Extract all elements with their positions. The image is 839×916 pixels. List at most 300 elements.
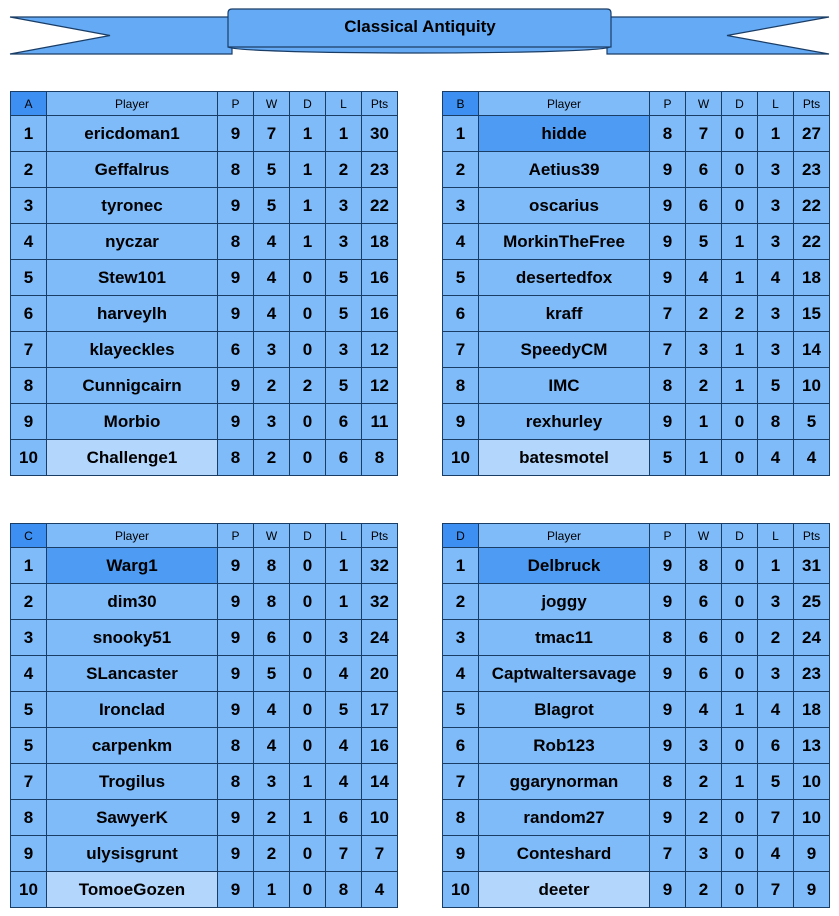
table-row bbox=[11, 656, 398, 692]
column-header-w: W bbox=[686, 92, 722, 116]
player-cell: Stew101 bbox=[47, 260, 218, 296]
column-header-d: D bbox=[290, 524, 326, 548]
column-header-player: Player bbox=[47, 92, 218, 116]
column-header-d: D bbox=[290, 92, 326, 116]
table-row bbox=[11, 800, 398, 836]
played-cell: 8 bbox=[650, 764, 686, 800]
rank-cell: 6 bbox=[443, 728, 479, 764]
won-cell: 4 bbox=[686, 692, 722, 728]
lost-cell: 1 bbox=[758, 116, 794, 152]
drawn-cell: 0 bbox=[722, 800, 758, 836]
played-cell: 8 bbox=[218, 728, 254, 764]
lost-cell: 8 bbox=[326, 872, 362, 908]
drawn-cell: 1 bbox=[290, 152, 326, 188]
played-cell: 9 bbox=[650, 260, 686, 296]
points-cell: 10 bbox=[362, 800, 398, 836]
played-cell: 9 bbox=[218, 800, 254, 836]
drawn-cell: 0 bbox=[722, 872, 758, 908]
group-letter: B bbox=[443, 92, 479, 116]
player-cell: Ironclad bbox=[47, 692, 218, 728]
drawn-cell: 0 bbox=[290, 548, 326, 584]
table-row bbox=[11, 116, 398, 152]
played-cell: 9 bbox=[218, 260, 254, 296]
won-cell: 2 bbox=[254, 368, 290, 404]
played-cell: 9 bbox=[650, 872, 686, 908]
points-cell: 12 bbox=[362, 332, 398, 368]
won-cell: 4 bbox=[254, 692, 290, 728]
played-cell: 9 bbox=[650, 548, 686, 584]
drawn-cell: 0 bbox=[722, 656, 758, 692]
rank-cell: 7 bbox=[11, 332, 47, 368]
played-cell: 8 bbox=[650, 368, 686, 404]
drawn-cell: 0 bbox=[290, 620, 326, 656]
player-cell: Captwaltersavage bbox=[479, 656, 650, 692]
lost-cell: 5 bbox=[758, 368, 794, 404]
points-cell: 23 bbox=[794, 152, 830, 188]
drawn-cell: 0 bbox=[290, 404, 326, 440]
drawn-cell: 1 bbox=[722, 260, 758, 296]
played-cell: 9 bbox=[218, 368, 254, 404]
table-row bbox=[11, 224, 398, 260]
won-cell: 4 bbox=[254, 728, 290, 764]
rank-cell: 9 bbox=[443, 404, 479, 440]
played-cell: 8 bbox=[218, 440, 254, 476]
won-cell: 5 bbox=[254, 188, 290, 224]
player-cell: Aetius39 bbox=[479, 152, 650, 188]
won-cell: 8 bbox=[686, 548, 722, 584]
won-cell: 3 bbox=[686, 728, 722, 764]
points-cell: 32 bbox=[362, 548, 398, 584]
player-cell: ggarynorman bbox=[479, 764, 650, 800]
lost-cell: 5 bbox=[326, 260, 362, 296]
won-cell: 4 bbox=[254, 224, 290, 260]
table-row bbox=[443, 620, 830, 656]
played-cell: 8 bbox=[218, 224, 254, 260]
points-cell: 13 bbox=[794, 728, 830, 764]
table-row bbox=[11, 584, 398, 620]
rank-cell: 4 bbox=[443, 224, 479, 260]
points-cell: 18 bbox=[794, 260, 830, 296]
rank-cell: 10 bbox=[11, 872, 47, 908]
drawn-cell: 0 bbox=[722, 548, 758, 584]
table-row bbox=[443, 260, 830, 296]
player-cell: hidde bbox=[479, 116, 650, 152]
player-cell: SawyerK bbox=[47, 800, 218, 836]
table-row bbox=[443, 584, 830, 620]
points-cell: 23 bbox=[362, 152, 398, 188]
won-cell: 6 bbox=[686, 620, 722, 656]
table-row bbox=[443, 404, 830, 440]
points-cell: 12 bbox=[362, 368, 398, 404]
table-row bbox=[443, 548, 830, 584]
player-cell: dim30 bbox=[47, 584, 218, 620]
drawn-cell: 1 bbox=[722, 332, 758, 368]
played-cell: 9 bbox=[218, 620, 254, 656]
drawn-cell: 0 bbox=[290, 728, 326, 764]
lost-cell: 4 bbox=[758, 440, 794, 476]
lost-cell: 7 bbox=[758, 800, 794, 836]
rank-cell: 10 bbox=[443, 872, 479, 908]
points-cell: 8 bbox=[362, 440, 398, 476]
table-row bbox=[11, 404, 398, 440]
lost-cell: 6 bbox=[326, 800, 362, 836]
drawn-cell: 0 bbox=[290, 296, 326, 332]
group-table-d bbox=[442, 523, 830, 908]
player-cell: oscarius bbox=[479, 188, 650, 224]
table-row bbox=[443, 368, 830, 404]
player-cell: Delbruck bbox=[479, 548, 650, 584]
column-header-w: W bbox=[254, 92, 290, 116]
won-cell: 7 bbox=[254, 116, 290, 152]
player-cell: joggy bbox=[479, 584, 650, 620]
rank-cell: 5 bbox=[11, 728, 47, 764]
header-row bbox=[443, 92, 830, 116]
points-cell: 32 bbox=[362, 584, 398, 620]
table-row bbox=[443, 872, 830, 908]
rank-cell: 10 bbox=[443, 440, 479, 476]
rank-cell: 7 bbox=[11, 764, 47, 800]
drawn-cell: 0 bbox=[722, 404, 758, 440]
rank-cell: 3 bbox=[443, 188, 479, 224]
table-row bbox=[11, 368, 398, 404]
lost-cell: 7 bbox=[758, 872, 794, 908]
points-cell: 27 bbox=[794, 116, 830, 152]
rank-cell: 4 bbox=[11, 224, 47, 260]
drawn-cell: 0 bbox=[290, 836, 326, 872]
lost-cell: 4 bbox=[758, 836, 794, 872]
drawn-cell: 0 bbox=[722, 728, 758, 764]
played-cell: 9 bbox=[218, 188, 254, 224]
player-cell: tyronec bbox=[47, 188, 218, 224]
rank-cell: 10 bbox=[11, 440, 47, 476]
won-cell: 5 bbox=[254, 656, 290, 692]
table-row bbox=[11, 548, 398, 584]
drawn-cell: 1 bbox=[722, 764, 758, 800]
drawn-cell: 0 bbox=[722, 152, 758, 188]
won-cell: 1 bbox=[686, 440, 722, 476]
lost-cell: 4 bbox=[326, 764, 362, 800]
played-cell: 9 bbox=[218, 116, 254, 152]
won-cell: 2 bbox=[254, 800, 290, 836]
player-cell: rexhurley bbox=[479, 404, 650, 440]
table-row bbox=[11, 836, 398, 872]
player-cell: deeter bbox=[479, 872, 650, 908]
drawn-cell: 1 bbox=[290, 800, 326, 836]
column-header-p: P bbox=[218, 92, 254, 116]
table-row bbox=[11, 764, 398, 800]
won-cell: 3 bbox=[254, 332, 290, 368]
played-cell: 9 bbox=[650, 404, 686, 440]
rank-cell: 9 bbox=[11, 836, 47, 872]
column-header-d: D bbox=[722, 524, 758, 548]
column-header-player: Player bbox=[479, 92, 650, 116]
won-cell: 5 bbox=[254, 152, 290, 188]
won-cell: 1 bbox=[254, 872, 290, 908]
table-row bbox=[11, 440, 398, 476]
player-cell: Geffalrus bbox=[47, 152, 218, 188]
player-cell: klayeckles bbox=[47, 332, 218, 368]
table-row bbox=[443, 224, 830, 260]
lost-cell: 1 bbox=[326, 116, 362, 152]
player-cell: ulysisgrunt bbox=[47, 836, 218, 872]
lost-cell: 3 bbox=[758, 224, 794, 260]
drawn-cell: 1 bbox=[722, 692, 758, 728]
lost-cell: 4 bbox=[758, 260, 794, 296]
group-letter: A bbox=[11, 92, 47, 116]
drawn-cell: 0 bbox=[290, 584, 326, 620]
lost-cell: 2 bbox=[326, 152, 362, 188]
lost-cell: 3 bbox=[758, 584, 794, 620]
rank-cell: 1 bbox=[443, 548, 479, 584]
played-cell: 5 bbox=[650, 440, 686, 476]
player-cell: random27 bbox=[479, 800, 650, 836]
table-row bbox=[443, 440, 830, 476]
played-cell: 9 bbox=[218, 404, 254, 440]
drawn-cell: 0 bbox=[722, 584, 758, 620]
drawn-cell: 0 bbox=[290, 260, 326, 296]
points-cell: 11 bbox=[362, 404, 398, 440]
table-row bbox=[11, 692, 398, 728]
rank-cell: 1 bbox=[443, 116, 479, 152]
points-cell: 20 bbox=[362, 656, 398, 692]
drawn-cell: 2 bbox=[290, 368, 326, 404]
played-cell: 9 bbox=[218, 584, 254, 620]
lost-cell: 5 bbox=[758, 764, 794, 800]
rank-cell: 8 bbox=[11, 800, 47, 836]
points-cell: 18 bbox=[794, 692, 830, 728]
column-header-l: L bbox=[758, 524, 794, 548]
played-cell: 8 bbox=[650, 116, 686, 152]
points-cell: 16 bbox=[362, 296, 398, 332]
group-table-a bbox=[10, 91, 398, 476]
played-cell: 9 bbox=[650, 584, 686, 620]
table-row bbox=[443, 692, 830, 728]
points-cell: 10 bbox=[794, 800, 830, 836]
points-cell: 30 bbox=[362, 116, 398, 152]
points-cell: 14 bbox=[362, 764, 398, 800]
points-cell: 4 bbox=[362, 872, 398, 908]
played-cell: 7 bbox=[650, 296, 686, 332]
lost-cell: 1 bbox=[758, 548, 794, 584]
lost-cell: 3 bbox=[326, 332, 362, 368]
player-cell: Challenge1 bbox=[47, 440, 218, 476]
points-cell: 25 bbox=[794, 584, 830, 620]
rank-cell: 6 bbox=[443, 296, 479, 332]
drawn-cell: 0 bbox=[290, 332, 326, 368]
won-cell: 2 bbox=[686, 764, 722, 800]
points-cell: 5 bbox=[794, 404, 830, 440]
table-row bbox=[443, 296, 830, 332]
table-row bbox=[443, 656, 830, 692]
table-row bbox=[11, 332, 398, 368]
drawn-cell: 1 bbox=[290, 116, 326, 152]
rank-cell: 7 bbox=[443, 332, 479, 368]
player-cell: harveylh bbox=[47, 296, 218, 332]
column-header-pts: Pts bbox=[794, 92, 830, 116]
won-cell: 3 bbox=[686, 836, 722, 872]
rank-cell: 1 bbox=[11, 116, 47, 152]
table-row bbox=[443, 332, 830, 368]
player-cell: SLancaster bbox=[47, 656, 218, 692]
column-header-l: L bbox=[326, 92, 362, 116]
rank-cell: 2 bbox=[11, 584, 47, 620]
rank-cell: 4 bbox=[11, 656, 47, 692]
played-cell: 8 bbox=[650, 620, 686, 656]
table-row bbox=[443, 152, 830, 188]
points-cell: 18 bbox=[362, 224, 398, 260]
column-header-w: W bbox=[686, 524, 722, 548]
table-row bbox=[11, 728, 398, 764]
column-header-w: W bbox=[254, 524, 290, 548]
lost-cell: 3 bbox=[326, 188, 362, 224]
player-cell: Warg1 bbox=[47, 548, 218, 584]
won-cell: 2 bbox=[686, 872, 722, 908]
rank-cell: 2 bbox=[443, 152, 479, 188]
group-letter: D bbox=[443, 524, 479, 548]
won-cell: 6 bbox=[686, 584, 722, 620]
table-row bbox=[443, 764, 830, 800]
table-row bbox=[443, 800, 830, 836]
points-cell: 24 bbox=[794, 620, 830, 656]
column-header-p: P bbox=[650, 524, 686, 548]
player-cell: snooky51 bbox=[47, 620, 218, 656]
lost-cell: 6 bbox=[758, 728, 794, 764]
player-cell: desertedfox bbox=[479, 260, 650, 296]
rank-cell: 1 bbox=[11, 548, 47, 584]
won-cell: 4 bbox=[686, 260, 722, 296]
table-row bbox=[443, 836, 830, 872]
won-cell: 6 bbox=[254, 620, 290, 656]
drawn-cell: 0 bbox=[290, 656, 326, 692]
column-header-pts: Pts bbox=[794, 524, 830, 548]
group-letter: C bbox=[11, 524, 47, 548]
points-cell: 15 bbox=[794, 296, 830, 332]
lost-cell: 3 bbox=[758, 656, 794, 692]
rank-cell: 8 bbox=[443, 368, 479, 404]
player-cell: Rob123 bbox=[479, 728, 650, 764]
table-row bbox=[443, 188, 830, 224]
points-cell: 17 bbox=[362, 692, 398, 728]
rank-cell: 7 bbox=[443, 764, 479, 800]
played-cell: 9 bbox=[218, 296, 254, 332]
points-cell: 9 bbox=[794, 836, 830, 872]
column-header-player: Player bbox=[479, 524, 650, 548]
drawn-cell: 0 bbox=[722, 440, 758, 476]
drawn-cell: 0 bbox=[722, 836, 758, 872]
played-cell: 9 bbox=[650, 800, 686, 836]
played-cell: 6 bbox=[218, 332, 254, 368]
rank-cell: 9 bbox=[11, 404, 47, 440]
lost-cell: 6 bbox=[326, 404, 362, 440]
points-cell: 14 bbox=[794, 332, 830, 368]
column-header-p: P bbox=[650, 92, 686, 116]
header-row bbox=[443, 524, 830, 548]
drawn-cell: 0 bbox=[290, 440, 326, 476]
won-cell: 8 bbox=[254, 584, 290, 620]
lost-cell: 5 bbox=[326, 692, 362, 728]
drawn-cell: 1 bbox=[722, 368, 758, 404]
page-title: Classical Antiquity bbox=[344, 17, 496, 36]
player-cell: tmac11 bbox=[479, 620, 650, 656]
lost-cell: 5 bbox=[326, 368, 362, 404]
lost-cell: 5 bbox=[326, 296, 362, 332]
table-row bbox=[11, 872, 398, 908]
played-cell: 9 bbox=[650, 656, 686, 692]
played-cell: 9 bbox=[218, 836, 254, 872]
points-cell: 10 bbox=[794, 368, 830, 404]
points-cell: 16 bbox=[362, 260, 398, 296]
points-cell: 23 bbox=[794, 656, 830, 692]
column-header-l: L bbox=[326, 524, 362, 548]
rank-cell: 5 bbox=[11, 692, 47, 728]
table-row bbox=[11, 296, 398, 332]
lost-cell: 7 bbox=[326, 836, 362, 872]
won-cell: 3 bbox=[254, 404, 290, 440]
played-cell: 9 bbox=[650, 692, 686, 728]
won-cell: 2 bbox=[686, 800, 722, 836]
drawn-cell: 0 bbox=[722, 116, 758, 152]
column-header-pts: Pts bbox=[362, 524, 398, 548]
lost-cell: 4 bbox=[326, 728, 362, 764]
won-cell: 7 bbox=[686, 116, 722, 152]
rank-cell: 3 bbox=[11, 620, 47, 656]
lost-cell: 8 bbox=[758, 404, 794, 440]
played-cell: 9 bbox=[218, 656, 254, 692]
rank-cell: 8 bbox=[11, 368, 47, 404]
column-header-d: D bbox=[722, 92, 758, 116]
won-cell: 2 bbox=[686, 296, 722, 332]
player-cell: Cunnigcairn bbox=[47, 368, 218, 404]
won-cell: 6 bbox=[686, 656, 722, 692]
won-cell: 2 bbox=[254, 836, 290, 872]
points-cell: 7 bbox=[362, 836, 398, 872]
played-cell: 7 bbox=[650, 332, 686, 368]
won-cell: 6 bbox=[686, 188, 722, 224]
table-row bbox=[11, 620, 398, 656]
player-cell: kraff bbox=[479, 296, 650, 332]
played-cell: 7 bbox=[650, 836, 686, 872]
group-table-b bbox=[442, 91, 830, 476]
player-cell: IMC bbox=[479, 368, 650, 404]
points-cell: 4 bbox=[794, 440, 830, 476]
table-row bbox=[11, 260, 398, 296]
group-table-c bbox=[10, 523, 398, 908]
played-cell: 8 bbox=[218, 152, 254, 188]
points-cell: 10 bbox=[794, 764, 830, 800]
rank-cell: 5 bbox=[443, 692, 479, 728]
played-cell: 8 bbox=[218, 764, 254, 800]
points-cell: 22 bbox=[794, 188, 830, 224]
column-header-player: Player bbox=[47, 524, 218, 548]
played-cell: 9 bbox=[650, 728, 686, 764]
played-cell: 9 bbox=[650, 224, 686, 260]
drawn-cell: 2 bbox=[722, 296, 758, 332]
drawn-cell: 0 bbox=[722, 620, 758, 656]
won-cell: 4 bbox=[254, 296, 290, 332]
lost-cell: 3 bbox=[758, 332, 794, 368]
table-row bbox=[11, 188, 398, 224]
table-row bbox=[443, 728, 830, 764]
rank-cell: 8 bbox=[443, 800, 479, 836]
drawn-cell: 1 bbox=[722, 224, 758, 260]
lost-cell: 3 bbox=[758, 296, 794, 332]
rank-cell: 3 bbox=[11, 188, 47, 224]
played-cell: 9 bbox=[650, 152, 686, 188]
header-row bbox=[11, 92, 398, 116]
drawn-cell: 0 bbox=[290, 692, 326, 728]
won-cell: 3 bbox=[254, 764, 290, 800]
lost-cell: 3 bbox=[758, 188, 794, 224]
